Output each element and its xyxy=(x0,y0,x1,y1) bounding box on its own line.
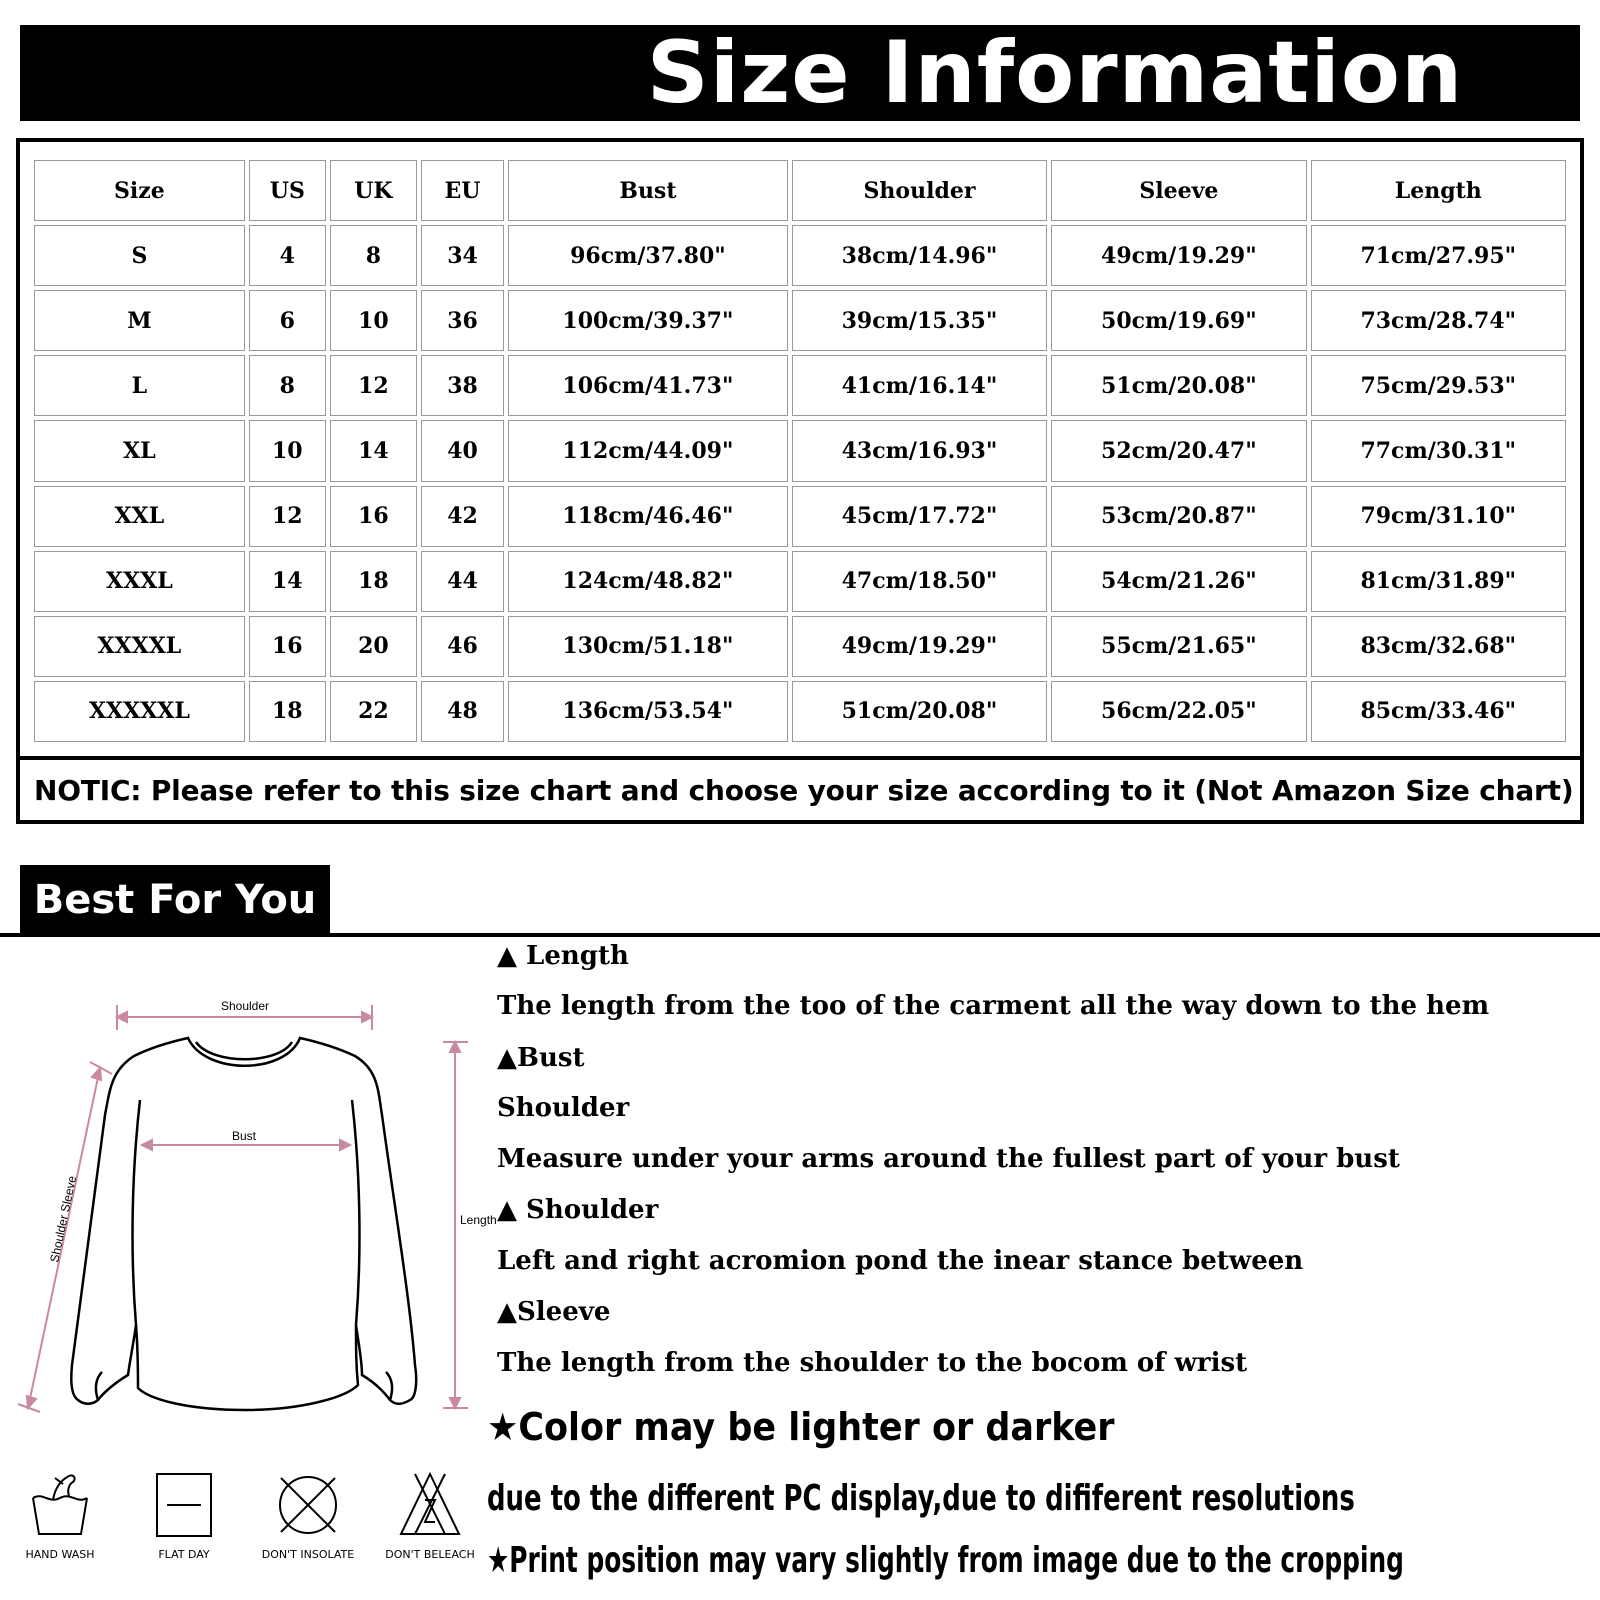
bust-text: Measure under your arms around the fullest part of your bust xyxy=(497,1144,1400,1174)
care-label-dont-insolate: DON'T INSOLATE xyxy=(261,1548,355,1561)
bust-subtitle: Shoulder xyxy=(497,1093,630,1123)
table-cell: 20 xyxy=(330,616,417,677)
size-table-wrap xyxy=(30,156,1570,746)
table-cell: 8 xyxy=(249,355,326,416)
hand-wash-icon xyxy=(25,1470,95,1540)
care-label-hand-wash: HAND WASH xyxy=(25,1548,95,1561)
table-cell: 75cm/29.53" xyxy=(1311,355,1566,416)
table-cell: 53cm/20.87" xyxy=(1051,486,1306,547)
table-cell: 39cm/15.35" xyxy=(792,290,1047,351)
care-flat-dry xyxy=(124,1470,244,1561)
table-row xyxy=(34,290,1566,351)
table-cell: 16 xyxy=(249,616,326,677)
table-cell: 96cm/37.80" xyxy=(508,225,788,286)
best-for-you-label: Best For You xyxy=(33,877,317,923)
page-title: Size Information xyxy=(646,23,1464,123)
table-cell: 8 xyxy=(330,225,417,286)
table-cell: XXXXXL xyxy=(34,681,245,742)
column-header: Bust xyxy=(508,160,788,221)
column-header: EU xyxy=(421,160,504,221)
table-row xyxy=(34,551,1566,612)
notice-text: NOTIC: Please refer to this size chart and choose your size according to it (Not Amazon Size chart) xyxy=(34,773,1574,807)
print-note: ★Print position may vary slightly from image due to the cropping xyxy=(487,1540,1404,1581)
table-cell: 38cm/14.96" xyxy=(792,225,1047,286)
column-header: Length xyxy=(1311,160,1566,221)
table-cell: 49cm/19.29" xyxy=(792,616,1047,677)
table-cell: 77cm/30.31" xyxy=(1311,420,1566,481)
color-note-line2: due to the different PC display,due to dififerent resolutions xyxy=(487,1478,1355,1519)
table-cell: 100cm/39.37" xyxy=(508,290,788,351)
table-row xyxy=(34,681,1566,742)
table-row xyxy=(34,225,1566,286)
table-cell: XXXL xyxy=(34,551,245,612)
table-cell: 44 xyxy=(421,551,504,612)
color-note-line1: ★Color may be lighter or darker xyxy=(487,1405,1115,1449)
sleeve-text: The length from the shoulder to the bocom of wrist xyxy=(497,1348,1248,1378)
table-cell: 112cm/44.09" xyxy=(508,420,788,481)
table-cell: 130cm/51.18" xyxy=(508,616,788,677)
table-cell: 34 xyxy=(421,225,504,286)
table-row xyxy=(34,616,1566,677)
shoulder-measure-label: Shoulder xyxy=(220,999,270,1013)
table-cell: XL xyxy=(34,420,245,481)
table-cell: 73cm/28.74" xyxy=(1311,290,1566,351)
table-cell: 51cm/20.08" xyxy=(1051,355,1306,416)
bust-title: ▲Bust xyxy=(497,1043,585,1073)
table-row xyxy=(34,486,1566,547)
length-measure-label: Length xyxy=(460,1213,497,1227)
table-cell: 52cm/20.47" xyxy=(1051,420,1306,481)
table-cell: XXXXL xyxy=(34,616,245,677)
sleeve-measure-label: Shoulder Sleeve xyxy=(47,1174,80,1264)
table-cell: 36 xyxy=(421,290,504,351)
table-cell: 16 xyxy=(330,486,417,547)
table-row xyxy=(34,355,1566,416)
size-table xyxy=(30,156,1570,746)
care-dont-insolate xyxy=(248,1470,368,1561)
table-cell: 45cm/17.72" xyxy=(792,486,1047,547)
table-cell: 10 xyxy=(249,420,326,481)
table-cell: 71cm/27.95" xyxy=(1311,225,1566,286)
best-for-you-tab xyxy=(20,865,330,935)
column-header: Shoulder xyxy=(792,160,1047,221)
shoulder-text: Left and right acromion pond the inear stance between xyxy=(497,1246,1304,1276)
table-cell: M xyxy=(34,290,245,351)
table-cell: 38 xyxy=(421,355,504,416)
table-cell: S xyxy=(34,225,245,286)
table-cell: 42 xyxy=(421,486,504,547)
table-cell: L xyxy=(34,355,245,416)
length-title: ▲ Length xyxy=(497,941,629,971)
bust-measure-label: Bust xyxy=(231,1129,257,1143)
table-cell: 18 xyxy=(249,681,326,742)
table-cell: 124cm/48.82" xyxy=(508,551,788,612)
table-cell: 49cm/19.29" xyxy=(1051,225,1306,286)
sleeve-title: ▲Sleeve xyxy=(497,1297,611,1327)
table-cell: 56cm/22.05" xyxy=(1051,681,1306,742)
column-header: UK xyxy=(330,160,417,221)
table-cell: 54cm/21.26" xyxy=(1051,551,1306,612)
table-cell: 85cm/33.46" xyxy=(1311,681,1566,742)
table-cell: 14 xyxy=(249,551,326,612)
table-cell: XXL xyxy=(34,486,245,547)
table-cell: 136cm/53.54" xyxy=(508,681,788,742)
table-cell: 47cm/18.50" xyxy=(792,551,1047,612)
title-bar xyxy=(20,25,1580,121)
table-cell: 12 xyxy=(330,355,417,416)
table-cell: 83cm/32.68" xyxy=(1311,616,1566,677)
table-cell: 18 xyxy=(330,551,417,612)
table-cell: 6 xyxy=(249,290,326,351)
table-cell: 50cm/19.69" xyxy=(1051,290,1306,351)
table-cell: 4 xyxy=(249,225,326,286)
column-header: Size xyxy=(34,160,245,221)
table-cell: 106cm/41.73" xyxy=(508,355,788,416)
dont-insolate-icon xyxy=(273,1470,343,1540)
table-header-row xyxy=(34,160,1566,221)
table-cell: 41cm/16.14" xyxy=(792,355,1047,416)
shoulder-title: ▲ Shoulder xyxy=(497,1195,659,1225)
flat-dry-icon xyxy=(149,1470,219,1540)
care-dont-bleach xyxy=(370,1470,490,1561)
care-label-flat-dry: FLAT DAY xyxy=(158,1548,210,1561)
table-cell: 118cm/46.46" xyxy=(508,486,788,547)
table-cell: 55cm/21.65" xyxy=(1051,616,1306,677)
table-cell: 10 xyxy=(330,290,417,351)
size-chart xyxy=(16,138,1584,824)
sweater-diagram xyxy=(0,980,497,1440)
sweater-outline xyxy=(71,1038,416,1410)
care-hand-wash xyxy=(0,1470,120,1561)
table-cell: 12 xyxy=(249,486,326,547)
section-divider xyxy=(0,933,1600,937)
column-header: US xyxy=(249,160,326,221)
column-header: Sleeve xyxy=(1051,160,1306,221)
table-cell: 43cm/16.93" xyxy=(792,420,1047,481)
table-cell: 40 xyxy=(421,420,504,481)
table-cell: 46 xyxy=(421,616,504,677)
table-row xyxy=(34,420,1566,481)
care-label-dont-bleach: DON'T BELEACH xyxy=(385,1548,475,1561)
table-cell: 22 xyxy=(330,681,417,742)
table-cell: 81cm/31.89" xyxy=(1311,551,1566,612)
table-cell: 48 xyxy=(421,681,504,742)
length-text: The length from the too of the carment all the way down to the hem xyxy=(497,991,1490,1021)
dont-bleach-icon xyxy=(395,1470,465,1540)
table-cell: 51cm/20.08" xyxy=(792,681,1047,742)
table-cell: 79cm/31.10" xyxy=(1311,486,1566,547)
table-cell: 14 xyxy=(330,420,417,481)
